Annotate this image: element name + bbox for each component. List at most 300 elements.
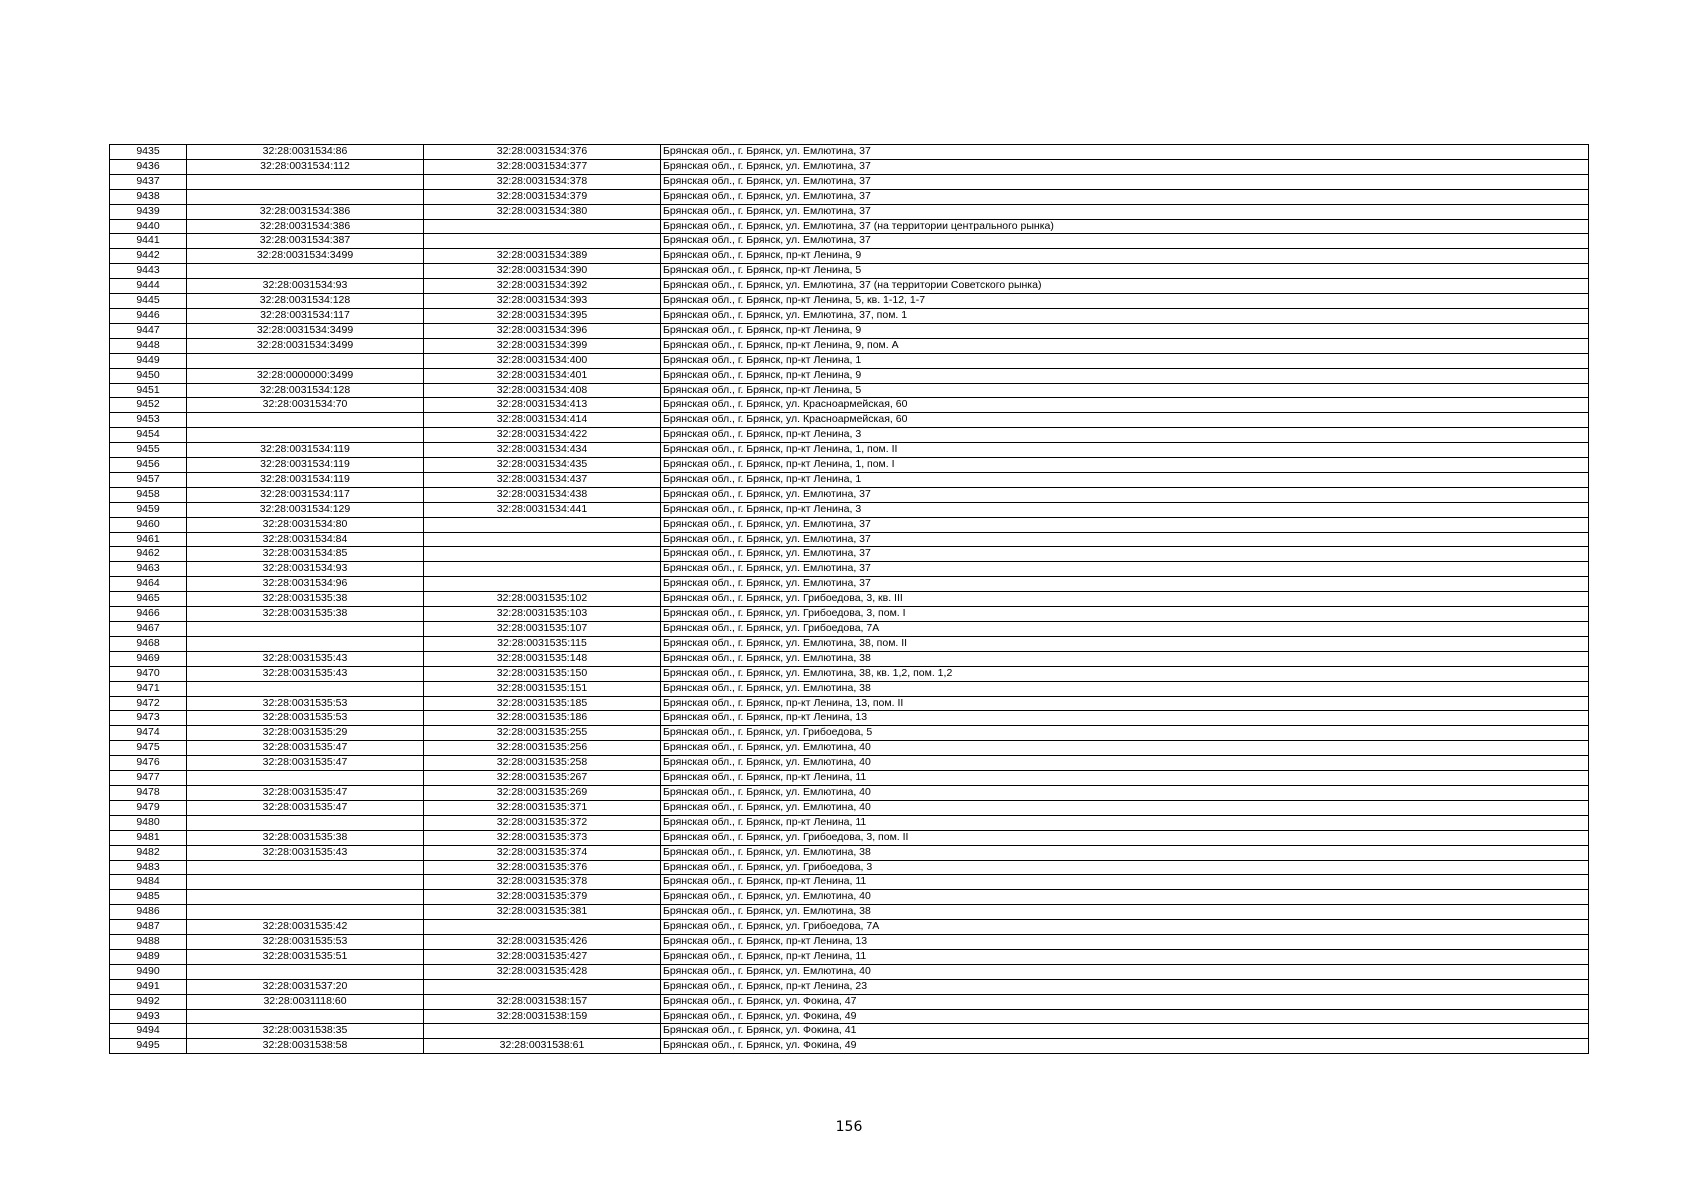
row-number-cell: 9493 (110, 1009, 187, 1024)
data-table (109, 144, 1589, 1054)
address-cell: Брянская обл., г. Брянск, ул. Емлютина, 40 (661, 741, 1589, 756)
row-number-cell: 9444 (110, 279, 187, 294)
land-cadastral-number-cell: 32:28:0031535:53 (187, 935, 424, 950)
address-cell: Брянская обл., г. Брянск, ул. Фокина, 49 (661, 1039, 1589, 1054)
table-row (110, 562, 1589, 577)
land-cadastral-number-cell: 32:28:0031534:112 (187, 159, 424, 174)
row-number-cell: 9439 (110, 204, 187, 219)
address-cell: Брянская обл., г. Брянск, ул. Емлютина, 37 (на территории центрального рынка) (661, 219, 1589, 234)
row-number-cell: 9464 (110, 577, 187, 592)
row-number-cell: 9467 (110, 622, 187, 637)
land-cadastral-number-cell: 32:28:0031534:86 (187, 145, 424, 160)
row-number-cell: 9473 (110, 711, 187, 726)
address-cell: Брянская обл., г. Брянск, пр-кт Ленина, 5, кв. 1-12, 1-7 (661, 294, 1589, 309)
address-cell: Брянская обл., г. Брянск, ул. Емлютина, 37 (661, 547, 1589, 562)
land-cadastral-number-cell: 32:28:0031535:43 (187, 651, 424, 666)
object-cadastral-number-cell: 32:28:0031534:378 (424, 174, 661, 189)
object-cadastral-number-cell: 32:28:0031535:371 (424, 800, 661, 815)
row-number-cell: 9457 (110, 472, 187, 487)
object-cadastral-number-cell: 32:28:0031538:61 (424, 1039, 661, 1054)
address-cell: Брянская обл., г. Брянск, ул. Емлютина, 37 (661, 234, 1589, 249)
object-cadastral-number-cell: 32:28:0031535:428 (424, 964, 661, 979)
land-cadastral-number-cell (187, 636, 424, 651)
land-cadastral-number-cell: 32:28:0031535:53 (187, 711, 424, 726)
table-row (110, 547, 1589, 562)
row-number-cell: 9468 (110, 636, 187, 651)
address-cell: Брянская обл., г. Брянск, ул. Грибоедова, 3, кв. III (661, 592, 1589, 607)
land-cadastral-number-cell: 32:28:0031534:119 (187, 458, 424, 473)
land-cadastral-number-cell: 32:28:0031534:80 (187, 517, 424, 532)
object-cadastral-number-cell: 32:28:0031535:374 (424, 845, 661, 860)
object-cadastral-number-cell: 32:28:0031534:401 (424, 368, 661, 383)
table-row (110, 771, 1589, 786)
table-row (110, 636, 1589, 651)
row-number-cell: 9441 (110, 234, 187, 249)
row-number-cell: 9487 (110, 920, 187, 935)
address-cell: Брянская обл., г. Брянск, пр-кт Ленина, 5 (661, 264, 1589, 279)
address-cell: Брянская обл., г. Брянск, ул. Грибоедова, 3, пом. I (661, 607, 1589, 622)
table-row (110, 577, 1589, 592)
object-cadastral-number-cell: 32:28:0031534:392 (424, 279, 661, 294)
table-row (110, 219, 1589, 234)
land-cadastral-number-cell: 32:28:0031534:117 (187, 308, 424, 323)
land-cadastral-number-cell: 32:28:0031535:47 (187, 756, 424, 771)
table-row (110, 204, 1589, 219)
table-row (110, 860, 1589, 875)
address-cell: Брянская обл., г. Брянск, ул. Грибоедова, 3, пом. II (661, 830, 1589, 845)
table-row (110, 159, 1589, 174)
land-cadastral-number-cell: 32:28:0031538:58 (187, 1039, 424, 1054)
land-cadastral-number-cell: 32:28:0031534:128 (187, 383, 424, 398)
object-cadastral-number-cell (424, 219, 661, 234)
object-cadastral-number-cell: 32:28:0031534:395 (424, 308, 661, 323)
row-number-cell: 9436 (110, 159, 187, 174)
table-row (110, 830, 1589, 845)
row-number-cell: 9455 (110, 443, 187, 458)
object-cadastral-number-cell (424, 577, 661, 592)
object-cadastral-number-cell: 32:28:0031534:414 (424, 413, 661, 428)
object-cadastral-number-cell: 32:28:0031535:372 (424, 815, 661, 830)
land-cadastral-number-cell (187, 428, 424, 443)
row-number-cell: 9481 (110, 830, 187, 845)
row-number-cell: 9483 (110, 860, 187, 875)
land-cadastral-number-cell: 32:28:0031535:53 (187, 696, 424, 711)
land-cadastral-number-cell: 32:28:0031535:38 (187, 592, 424, 607)
address-cell: Брянская обл., г. Брянск, ул. Емлютина, 40 (661, 756, 1589, 771)
table-row (110, 308, 1589, 323)
address-cell: Брянская обл., г. Брянск, ул. Емлютина, 38 (661, 845, 1589, 860)
land-cadastral-number-cell: 32:28:0031534:387 (187, 234, 424, 249)
table-row (110, 428, 1589, 443)
row-number-cell: 9489 (110, 949, 187, 964)
row-number-cell: 9437 (110, 174, 187, 189)
row-number-cell: 9485 (110, 890, 187, 905)
address-cell: Брянская обл., г. Брянск, пр-кт Ленина, 9 (661, 323, 1589, 338)
object-cadastral-number-cell: 32:28:0031535:185 (424, 696, 661, 711)
row-number-cell: 9462 (110, 547, 187, 562)
row-number-cell: 9472 (110, 696, 187, 711)
address-cell: Брянская обл., г. Брянск, ул. Грибоедова, 7А (661, 920, 1589, 935)
row-number-cell: 9450 (110, 368, 187, 383)
land-cadastral-number-cell (187, 413, 424, 428)
row-number-cell: 9480 (110, 815, 187, 830)
object-cadastral-number-cell: 32:28:0031534:422 (424, 428, 661, 443)
object-cadastral-number-cell: 32:28:0031535:381 (424, 905, 661, 920)
address-cell: Брянская обл., г. Брянск, пр-кт Ленина, 11 (661, 771, 1589, 786)
table-row (110, 979, 1589, 994)
row-number-cell: 9494 (110, 1024, 187, 1039)
land-cadastral-number-cell: 32:28:0031535:38 (187, 830, 424, 845)
table-row (110, 1039, 1589, 1054)
land-cadastral-number-cell: 32:28:0031534:93 (187, 562, 424, 577)
table-row (110, 279, 1589, 294)
row-number-cell: 9478 (110, 785, 187, 800)
row-number-cell: 9447 (110, 323, 187, 338)
table-row (110, 532, 1589, 547)
land-cadastral-number-cell: 32:28:0031535:38 (187, 607, 424, 622)
table-row (110, 1009, 1589, 1024)
table-row (110, 368, 1589, 383)
table-row (110, 517, 1589, 532)
row-number-cell: 9435 (110, 145, 187, 160)
row-number-cell: 9476 (110, 756, 187, 771)
row-number-cell: 9477 (110, 771, 187, 786)
table-row (110, 607, 1589, 622)
row-number-cell: 9488 (110, 935, 187, 950)
address-cell: Брянская обл., г. Брянск, ул. Емлютина, 37 (661, 145, 1589, 160)
object-cadastral-number-cell: 32:28:0031535:269 (424, 785, 661, 800)
data-table-body (110, 145, 1589, 1054)
table-row (110, 949, 1589, 964)
row-number-cell: 9446 (110, 308, 187, 323)
address-cell: Брянская обл., г. Брянск, пр-кт Ленина, 11 (661, 875, 1589, 890)
land-cadastral-number-cell (187, 681, 424, 696)
table-row (110, 756, 1589, 771)
object-cadastral-number-cell: 32:28:0031538:157 (424, 994, 661, 1009)
table-row (110, 174, 1589, 189)
row-number-cell: 9451 (110, 383, 187, 398)
address-cell: Брянская обл., г. Брянск, пр-кт Ленина, 9 (661, 249, 1589, 264)
land-cadastral-number-cell (187, 174, 424, 189)
table-row (110, 935, 1589, 950)
table-row (110, 443, 1589, 458)
object-cadastral-number-cell: 32:28:0031535:376 (424, 860, 661, 875)
address-cell: Брянская обл., г. Брянск, ул. Емлютина, 40 (661, 964, 1589, 979)
address-cell: Брянская обл., г. Брянск, ул. Емлютина, 37 (661, 204, 1589, 219)
address-cell: Брянская обл., г. Брянск, ул. Емлютина, 38 (661, 905, 1589, 920)
land-cadastral-number-cell: 32:28:0031534:386 (187, 219, 424, 234)
object-cadastral-number-cell: 32:28:0031535:148 (424, 651, 661, 666)
object-cadastral-number-cell: 32:28:0031534:379 (424, 189, 661, 204)
row-number-cell: 9482 (110, 845, 187, 860)
object-cadastral-number-cell (424, 562, 661, 577)
table-row (110, 249, 1589, 264)
table-row (110, 338, 1589, 353)
land-cadastral-number-cell: 32:28:0031534:128 (187, 294, 424, 309)
land-cadastral-number-cell: 32:28:0031535:47 (187, 741, 424, 756)
object-cadastral-number-cell: 32:28:0031535:373 (424, 830, 661, 845)
address-cell: Брянская обл., г. Брянск, ул. Емлютина, 37 (на территории Советского рынка) (661, 279, 1589, 294)
object-cadastral-number-cell: 32:28:0031535:151 (424, 681, 661, 696)
address-cell: Брянская обл., г. Брянск, ул. Грибоедова, 7А (661, 622, 1589, 637)
object-cadastral-number-cell: 32:28:0031535:115 (424, 636, 661, 651)
table-row (110, 458, 1589, 473)
object-cadastral-number-cell: 32:28:0031534:376 (424, 145, 661, 160)
table-row (110, 920, 1589, 935)
land-cadastral-number-cell: 32:28:0031535:42 (187, 920, 424, 935)
address-cell: Брянская обл., г. Брянск, пр-кт Ленина, 1, пом. I (661, 458, 1589, 473)
table-row (110, 145, 1589, 160)
row-number-cell: 9440 (110, 219, 187, 234)
table-row (110, 696, 1589, 711)
data-table-container (109, 144, 1588, 1054)
object-cadastral-number-cell: 32:28:0031535:107 (424, 622, 661, 637)
address-cell: Брянская обл., г. Брянск, ул. Фокина, 41 (661, 1024, 1589, 1039)
address-cell: Брянская обл., г. Брянск, пр-кт Ленина, 1, пом. II (661, 443, 1589, 458)
address-cell: Брянская обл., г. Брянск, ул. Грибоедова, 5 (661, 726, 1589, 741)
row-number-cell: 9465 (110, 592, 187, 607)
object-cadastral-number-cell: 32:28:0031535:256 (424, 741, 661, 756)
address-cell: Брянская обл., г. Брянск, ул. Красноармейская, 60 (661, 413, 1589, 428)
land-cadastral-number-cell (187, 875, 424, 890)
land-cadastral-number-cell: 32:28:0031535:43 (187, 845, 424, 860)
object-cadastral-number-cell (424, 1024, 661, 1039)
address-cell: Брянская обл., г. Брянск, ул. Емлютина, 38, пом. II (661, 636, 1589, 651)
address-cell: Брянская обл., г. Брянск, ул. Емлютина, 37 (661, 159, 1589, 174)
object-cadastral-number-cell (424, 234, 661, 249)
land-cadastral-number-cell: 32:28:0031534:119 (187, 443, 424, 458)
table-row (110, 651, 1589, 666)
address-cell: Брянская обл., г. Брянск, ул. Емлютина, 37 (661, 174, 1589, 189)
object-cadastral-number-cell: 32:28:0031534:377 (424, 159, 661, 174)
table-row (110, 592, 1589, 607)
table-row (110, 1024, 1589, 1039)
row-number-cell: 9486 (110, 905, 187, 920)
address-cell: Брянская обл., г. Брянск, пр-кт Ленина, 1 (661, 472, 1589, 487)
address-cell: Брянская обл., г. Брянск, ул. Емлютина, 37 (661, 517, 1589, 532)
land-cadastral-number-cell (187, 860, 424, 875)
row-number-cell: 9471 (110, 681, 187, 696)
row-number-cell: 9474 (110, 726, 187, 741)
object-cadastral-number-cell: 32:28:0031534:435 (424, 458, 661, 473)
address-cell: Брянская обл., г. Брянск, пр-кт Ленина, 3 (661, 502, 1589, 517)
object-cadastral-number-cell: 32:28:0031534:389 (424, 249, 661, 264)
row-number-cell: 9445 (110, 294, 187, 309)
row-number-cell: 9461 (110, 532, 187, 547)
table-row (110, 189, 1589, 204)
land-cadastral-number-cell: 32:28:0031535:47 (187, 800, 424, 815)
table-row (110, 398, 1589, 413)
address-cell: Брянская обл., г. Брянск, пр-кт Ленина, 11 (661, 815, 1589, 830)
land-cadastral-number-cell: 32:28:0031534:3499 (187, 249, 424, 264)
object-cadastral-number-cell: 32:28:0031535:150 (424, 666, 661, 681)
object-cadastral-number-cell (424, 517, 661, 532)
land-cadastral-number-cell: 32:28:0031534:84 (187, 532, 424, 547)
object-cadastral-number-cell (424, 920, 661, 935)
land-cadastral-number-cell: 32:28:0031538:35 (187, 1024, 424, 1039)
table-row (110, 785, 1589, 800)
table-row (110, 383, 1589, 398)
page-number: 156 (835, 1119, 863, 1135)
row-number-cell: 9484 (110, 875, 187, 890)
land-cadastral-number-cell (187, 815, 424, 830)
table-row (110, 890, 1589, 905)
address-cell: Брянская обл., г. Брянск, ул. Емлютина, 37 (661, 532, 1589, 547)
row-number-cell: 9448 (110, 338, 187, 353)
address-cell: Брянская обл., г. Брянск, ул. Емлютина, 40 (661, 800, 1589, 815)
object-cadastral-number-cell: 32:28:0031534:390 (424, 264, 661, 279)
table-row (110, 800, 1589, 815)
land-cadastral-number-cell: 32:28:0031534:96 (187, 577, 424, 592)
row-number-cell: 9460 (110, 517, 187, 532)
table-row (110, 815, 1589, 830)
address-cell: Брянская обл., г. Брянск, пр-кт Ленина, 13 (661, 935, 1589, 950)
object-cadastral-number-cell: 32:28:0031534:434 (424, 443, 661, 458)
address-cell: Брянская обл., г. Брянск, пр-кт Ленина, 23 (661, 979, 1589, 994)
object-cadastral-number-cell: 32:28:0031538:159 (424, 1009, 661, 1024)
row-number-cell: 9479 (110, 800, 187, 815)
row-number-cell: 9470 (110, 666, 187, 681)
table-row (110, 622, 1589, 637)
row-number-cell: 9454 (110, 428, 187, 443)
land-cadastral-number-cell: 32:28:0031535:47 (187, 785, 424, 800)
row-number-cell: 9490 (110, 964, 187, 979)
row-number-cell: 9466 (110, 607, 187, 622)
address-cell: Брянская обл., г. Брянск, ул. Красноармейская, 60 (661, 398, 1589, 413)
land-cadastral-number-cell (187, 264, 424, 279)
object-cadastral-number-cell: 32:28:0031535:379 (424, 890, 661, 905)
land-cadastral-number-cell: 32:28:0031534:3499 (187, 338, 424, 353)
address-cell: Брянская обл., г. Брянск, ул. Фокина, 49 (661, 1009, 1589, 1024)
object-cadastral-number-cell (424, 979, 661, 994)
land-cadastral-number-cell (187, 771, 424, 786)
row-number-cell: 9495 (110, 1039, 187, 1054)
land-cadastral-number-cell: 32:28:0031118:60 (187, 994, 424, 1009)
address-cell: Брянская обл., г. Брянск, пр-кт Ленина, 1 (661, 353, 1589, 368)
table-row (110, 964, 1589, 979)
object-cadastral-number-cell: 32:28:0031535:378 (424, 875, 661, 890)
table-row (110, 353, 1589, 368)
object-cadastral-number-cell: 32:28:0031535:255 (424, 726, 661, 741)
row-number-cell: 9456 (110, 458, 187, 473)
land-cadastral-number-cell: 32:28:0031534:85 (187, 547, 424, 562)
table-row (110, 875, 1589, 890)
address-cell: Брянская обл., г. Брянск, ул. Емлютина, 37, пом. 1 (661, 308, 1589, 323)
land-cadastral-number-cell: 32:28:0031534:93 (187, 279, 424, 294)
land-cadastral-number-cell: 32:28:0031534:386 (187, 204, 424, 219)
object-cadastral-number-cell: 32:28:0031535:267 (424, 771, 661, 786)
address-cell: Брянская обл., г. Брянск, ул. Емлютина, 40 (661, 785, 1589, 800)
land-cadastral-number-cell: 32:28:0031537:20 (187, 979, 424, 994)
row-number-cell: 9438 (110, 189, 187, 204)
object-cadastral-number-cell: 32:28:0031535:426 (424, 935, 661, 950)
address-cell: Брянская обл., г. Брянск, ул. Емлютина, 37 (661, 487, 1589, 502)
land-cadastral-number-cell: 32:28:0031535:29 (187, 726, 424, 741)
object-cadastral-number-cell: 32:28:0031535:102 (424, 592, 661, 607)
table-row (110, 323, 1589, 338)
object-cadastral-number-cell: 32:28:0031535:258 (424, 756, 661, 771)
address-cell: Брянская обл., г. Брянск, пр-кт Ленина, 11 (661, 949, 1589, 964)
address-cell: Брянская обл., г. Брянск, ул. Емлютина, 38 (661, 651, 1589, 666)
address-cell: Брянская обл., г. Брянск, пр-кт Ленина, 9, пом. А (661, 338, 1589, 353)
table-row (110, 726, 1589, 741)
address-cell: Брянская обл., г. Брянск, пр-кт Ленина, 5 (661, 383, 1589, 398)
object-cadastral-number-cell: 32:28:0031534:399 (424, 338, 661, 353)
object-cadastral-number-cell (424, 547, 661, 562)
address-cell: Брянская обл., г. Брянск, ул. Емлютина, 37 (661, 562, 1589, 577)
address-cell: Брянская обл., г. Брянск, ул. Фокина, 47 (661, 994, 1589, 1009)
row-number-cell: 9469 (110, 651, 187, 666)
table-row (110, 472, 1589, 487)
table-row (110, 905, 1589, 920)
land-cadastral-number-cell: 32:28:0031534:119 (187, 472, 424, 487)
object-cadastral-number-cell: 32:28:0031534:408 (424, 383, 661, 398)
table-row (110, 994, 1589, 1009)
table-row (110, 502, 1589, 517)
row-number-cell: 9491 (110, 979, 187, 994)
object-cadastral-number-cell: 32:28:0031534:396 (424, 323, 661, 338)
table-row (110, 487, 1589, 502)
row-number-cell: 9459 (110, 502, 187, 517)
land-cadastral-number-cell (187, 964, 424, 979)
address-cell: Брянская обл., г. Брянск, пр-кт Ленина, 9 (661, 368, 1589, 383)
table-row (110, 666, 1589, 681)
land-cadastral-number-cell: 32:28:0031534:129 (187, 502, 424, 517)
object-cadastral-number-cell: 32:28:0031534:413 (424, 398, 661, 413)
object-cadastral-number-cell: 32:28:0031534:438 (424, 487, 661, 502)
land-cadastral-number-cell (187, 905, 424, 920)
address-cell: Брянская обл., г. Брянск, ул. Емлютина, 40 (661, 890, 1589, 905)
object-cadastral-number-cell: 32:28:0031535:427 (424, 949, 661, 964)
address-cell: Брянская обл., г. Брянск, ул. Емлютина, 38, кв. 1,2, пом. 1,2 (661, 666, 1589, 681)
land-cadastral-number-cell: 32:28:0031535:43 (187, 666, 424, 681)
table-row (110, 845, 1589, 860)
object-cadastral-number-cell: 32:28:0031534:393 (424, 294, 661, 309)
land-cadastral-number-cell: 32:28:0000000:3499 (187, 368, 424, 383)
land-cadastral-number-cell: 32:28:0031535:51 (187, 949, 424, 964)
table-row (110, 294, 1589, 309)
row-number-cell: 9449 (110, 353, 187, 368)
table-row (110, 711, 1589, 726)
address-cell: Брянская обл., г. Брянск, ул. Емлютина, 38 (661, 681, 1589, 696)
object-cadastral-number-cell (424, 532, 661, 547)
table-row (110, 741, 1589, 756)
row-number-cell: 9458 (110, 487, 187, 502)
address-cell: Брянская обл., г. Брянск, пр-кт Ленина, 13 (661, 711, 1589, 726)
table-row (110, 264, 1589, 279)
row-number-cell: 9453 (110, 413, 187, 428)
row-number-cell: 9442 (110, 249, 187, 264)
land-cadastral-number-cell (187, 622, 424, 637)
row-number-cell: 9452 (110, 398, 187, 413)
object-cadastral-number-cell: 32:28:0031534:437 (424, 472, 661, 487)
row-number-cell: 9492 (110, 994, 187, 1009)
object-cadastral-number-cell: 32:28:0031535:186 (424, 711, 661, 726)
address-cell: Брянская обл., г. Брянск, ул. Емлютина, 37 (661, 189, 1589, 204)
land-cadastral-number-cell: 32:28:0031534:3499 (187, 323, 424, 338)
object-cadastral-number-cell: 32:28:0031534:400 (424, 353, 661, 368)
land-cadastral-number-cell (187, 890, 424, 905)
object-cadastral-number-cell: 32:28:0031535:103 (424, 607, 661, 622)
land-cadastral-number-cell: 32:28:0031534:117 (187, 487, 424, 502)
land-cadastral-number-cell (187, 353, 424, 368)
land-cadastral-number-cell (187, 1009, 424, 1024)
address-cell: Брянская обл., г. Брянск, ул. Грибоедова, 3 (661, 860, 1589, 875)
address-cell: Брянская обл., г. Брянск, пр-кт Ленина, 3 (661, 428, 1589, 443)
row-number-cell: 9463 (110, 562, 187, 577)
row-number-cell: 9443 (110, 264, 187, 279)
table-row (110, 681, 1589, 696)
